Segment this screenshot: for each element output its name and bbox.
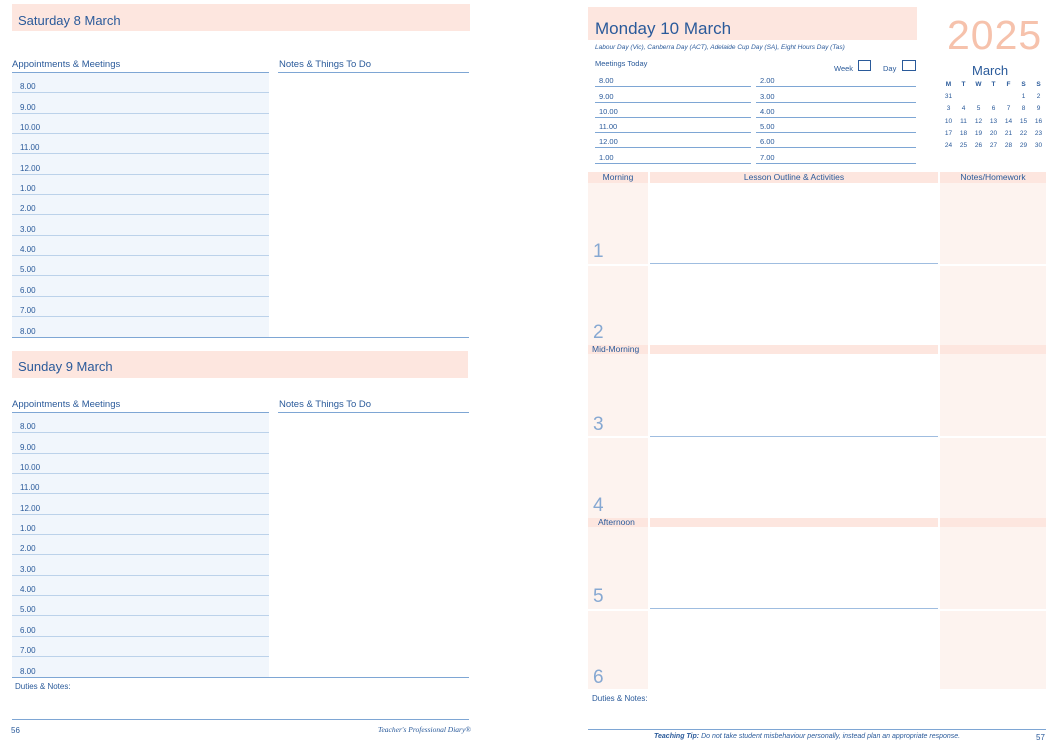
meeting-slot[interactable]: 6.00 <box>756 133 916 148</box>
sunday-notes-area[interactable] <box>278 414 469 676</box>
period-rule <box>650 263 938 264</box>
day-checkbox[interactable] <box>902 60 916 71</box>
calendar-week-row: 3 4 5 6 7 8 9 <box>946 105 1041 113</box>
meeting-slot[interactable]: 10.00 <box>595 103 751 118</box>
sunday-time-slots <box>12 413 269 677</box>
year-label: 2025 <box>947 12 1043 58</box>
right-page-number: 57 <box>1036 733 1045 742</box>
right-footer-rule <box>588 729 1046 730</box>
period-divider <box>588 264 1046 266</box>
period-rule <box>650 608 938 609</box>
time-slot[interactable]: 11.00 <box>12 474 269 494</box>
time-slot[interactable]: 2.00 <box>12 535 269 555</box>
time-slot[interactable]: 1.00 <box>12 515 269 535</box>
calendar-weekday-row: M T W T F S S <box>945 80 1041 88</box>
time-slot[interactable]: 6.00 <box>12 276 269 296</box>
time-slot[interactable]: 12.00 <box>12 494 269 514</box>
sunday-appointments-label: Appointments & Meetings <box>12 399 121 410</box>
saturday-notes-rule <box>278 72 469 73</box>
day-label: Day <box>883 64 897 73</box>
week-checkbox[interactable] <box>858 60 871 71</box>
sunday-bottom-rule <box>12 677 469 678</box>
time-slot[interactable]: 8.00 <box>20 667 36 677</box>
notes-homework-header: Notes/Homework <box>940 172 1046 183</box>
meeting-slot[interactable]: 2.00 <box>756 72 916 87</box>
sunday-notes-rule <box>278 412 469 413</box>
teaching-tip-label: Teaching Tip: <box>654 733 700 740</box>
footer-brand: Teacher's Professional Diary® <box>378 725 471 734</box>
saturday-time-slots <box>12 73 269 337</box>
mid-morning-bar <box>588 345 1046 354</box>
time-slot[interactable]: 4.00 <box>12 236 269 256</box>
period-rule <box>650 436 938 437</box>
afternoon-label: Afternoon <box>598 517 635 527</box>
period-divider <box>588 609 1046 611</box>
column-divider <box>648 172 650 689</box>
meeting-slot[interactable]: 4.00 <box>756 103 916 118</box>
meeting-slot[interactable]: 7.00 <box>756 149 916 164</box>
time-slot[interactable]: 5.00 <box>12 256 269 276</box>
meetings-today-label: Meetings Today <box>595 59 648 68</box>
right-duties-label: Duties & Notes: <box>592 694 648 703</box>
time-slot[interactable]: 6.00 <box>12 616 269 636</box>
time-slot[interactable]: 3.00 <box>12 215 269 235</box>
sunday-title: Sunday 9 March <box>18 359 113 374</box>
morning-header: Morning <box>588 172 648 183</box>
column-divider <box>938 172 940 689</box>
meeting-slot[interactable]: 12.00 <box>595 133 751 148</box>
time-slot[interactable]: 4.00 <box>12 576 269 596</box>
time-slot[interactable]: 10.00 <box>12 454 269 474</box>
time-slot[interactable]: 12.00 <box>12 154 269 174</box>
holidays-text: Labour Day (Vic), Canberra Day (ACT), Adelaide Cup Day (SA), Eight Hours Day (Tas) <box>595 44 845 51</box>
left-page-number: 56 <box>11 726 20 735</box>
meeting-slot[interactable]: 3.00 <box>756 87 916 102</box>
time-slot[interactable]: 5.00 <box>12 596 269 616</box>
meeting-slot[interactable]: 11.00 <box>595 118 751 133</box>
time-slot[interactable]: 8.00 <box>12 73 269 93</box>
period-number: 1 <box>593 241 604 262</box>
saturday-notes-label: Notes & Things To Do <box>279 59 372 70</box>
meeting-slot[interactable]: 1.00 <box>595 149 751 164</box>
calendar-week-row: 24 25 26 27 28 29 30 <box>944 142 1043 150</box>
time-slot[interactable]: 1.00 <box>12 175 269 195</box>
lesson-outline-header: Lesson Outline & Activities <box>650 172 938 183</box>
meeting-slot[interactable]: 5.00 <box>756 118 916 133</box>
period-number: 4 <box>593 495 604 516</box>
period-number: 6 <box>593 667 604 688</box>
left-duties-area[interactable] <box>12 692 469 718</box>
saturday-appointments-label: Appointments & Meetings <box>12 59 121 70</box>
time-slot[interactable]: 10.00 <box>12 114 269 134</box>
afternoon-bar <box>588 518 1046 527</box>
meeting-slot[interactable]: 9.00 <box>595 87 751 102</box>
week-label: Week <box>834 64 854 73</box>
teaching-tip <box>654 733 960 740</box>
time-slot[interactable]: 11.00 <box>12 134 269 154</box>
period-number: 2 <box>593 322 604 343</box>
sunday-notes-label: Notes & Things To Do <box>279 399 372 410</box>
calendar-week-row: 31 1 2 <box>944 92 1041 100</box>
time-slot[interactable]: 7.00 <box>12 637 269 657</box>
left-footer-rule <box>12 719 469 720</box>
calendar-week-row: 17 18 19 20 21 22 23 <box>944 129 1043 137</box>
time-slot[interactable]: 8.00 <box>20 327 36 337</box>
period-number: 5 <box>593 586 604 607</box>
calendar-week-row: 10 11 12 13 14 15 16 <box>944 117 1043 125</box>
teaching-tip-text: Do not take student misbehaviour personally, instead plan an appropriate response. <box>701 733 961 740</box>
mid-morning-label: Mid-Morning <box>592 344 640 354</box>
saturday-bottom-rule <box>12 337 469 338</box>
time-slot[interactable]: 3.00 <box>12 555 269 575</box>
mini-calendar <box>941 78 1046 152</box>
left-duties-label: Duties & Notes: <box>15 682 71 691</box>
period-number: 3 <box>593 414 604 435</box>
saturday-notes-area[interactable] <box>278 74 469 336</box>
time-slot[interactable]: 7.00 <box>12 297 269 317</box>
right-duties-area[interactable] <box>588 704 1046 728</box>
meeting-slot[interactable]: 8.00 <box>595 72 751 87</box>
calendar-month: March <box>972 63 1009 78</box>
time-slot[interactable]: 9.00 <box>12 93 269 113</box>
monday-title: Monday 10 March <box>595 19 732 38</box>
time-slot[interactable]: 8.00 <box>12 413 269 433</box>
saturday-title: Saturday 8 March <box>18 13 121 28</box>
time-slot[interactable]: 9.00 <box>12 433 269 453</box>
time-slot[interactable]: 2.00 <box>12 195 269 215</box>
